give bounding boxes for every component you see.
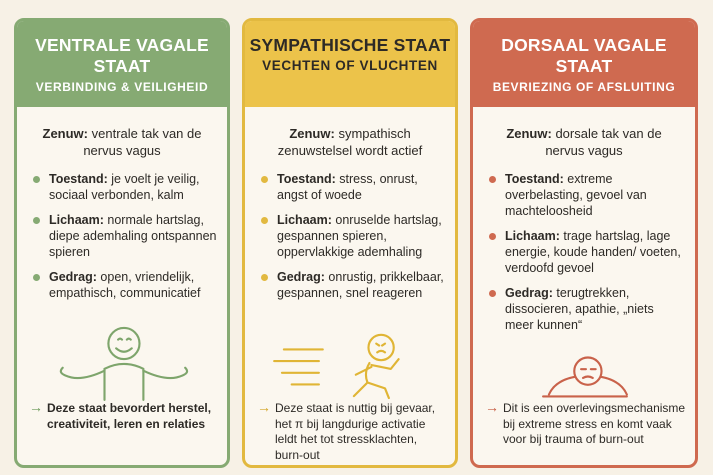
item-label: Lichaam:	[505, 229, 560, 243]
title-line-2: STAAT	[93, 56, 151, 76]
item-text: open, vriendelijk, empathisch, communicatief	[49, 270, 201, 300]
item-label: Lichaam:	[277, 213, 332, 227]
running-figure-icon	[245, 329, 455, 401]
bullet-icon	[489, 290, 496, 297]
list-item	[31, 269, 217, 301]
nerve-text	[473, 125, 695, 159]
item-label: Gedrag:	[505, 286, 553, 300]
list-item	[487, 171, 685, 219]
bullet-icon	[33, 176, 40, 183]
nerve-text	[17, 125, 227, 159]
title-line-1: VENTRALE VAGALE	[35, 35, 209, 55]
column-ventral	[14, 18, 230, 468]
column-subtitle: BEVRIEZING OF AFSLUITING	[492, 80, 676, 94]
column-header	[473, 21, 695, 107]
item-text: onrustig, prikkelbaar, gespannen, snel reageren	[277, 270, 444, 300]
footer-text: Deze staat is nuttig bij gevaar, het π bij langdurige activatie leldt het tot stressklachten, burn-out	[275, 401, 436, 462]
nerve-value: sympathisch zenuwstelsel wordt actief	[277, 126, 423, 158]
column-subtitle: VECHTEN OF VLUCHTEN	[262, 58, 438, 73]
footer-note	[29, 401, 219, 432]
footer-text: Deze staat bevordert herstel, creativiteit, leren en relaties	[47, 401, 212, 431]
nerve-label: Zenuw:	[289, 126, 335, 141]
nerve-value: dorsale tak van de nervus vagus	[545, 126, 662, 158]
title-line-1: SYMPATHISCHE STAAT	[249, 35, 451, 55]
item-label: Toestand:	[49, 172, 108, 186]
nerve-text	[245, 125, 455, 159]
state-list	[245, 171, 455, 301]
footer-note	[485, 401, 687, 448]
item-text: extreme overbelasting, gevoel van machteloosheid	[505, 172, 647, 218]
column-header	[245, 21, 455, 107]
column-title	[17, 35, 227, 77]
title-line-1: DORSAAL VAGALE STAAT	[501, 35, 667, 76]
bullet-icon	[33, 217, 40, 224]
arrow-right-icon: →	[29, 399, 43, 415]
bullet-icon	[261, 176, 268, 183]
item-label: Gedrag:	[277, 270, 325, 284]
bullet-icon	[489, 176, 496, 183]
list-item	[259, 269, 445, 301]
list-item	[259, 212, 445, 260]
column-sympathetic	[242, 18, 458, 468]
bullet-icon	[489, 233, 496, 240]
nerve-value: ventrale tak van de nervus vagus	[83, 126, 202, 158]
state-list	[17, 171, 227, 301]
nerve-label: Zenuw:	[42, 126, 88, 141]
arrow-right-icon: →	[257, 399, 271, 415]
column-subtitle: VERBINDING & VEILIGHEID	[35, 80, 209, 94]
item-label: Toestand:	[505, 172, 564, 186]
list-item	[259, 171, 445, 203]
item-label: Gedrag:	[49, 270, 97, 284]
list-item	[487, 285, 685, 333]
footer-note	[257, 401, 447, 463]
footer-text: Dit is een overlevingsmechanisme bij extreme stress en komt vaak voor bij trauma of burn-out	[503, 401, 686, 446]
item-text: onruselde hartslag, gespannen spieren, oppervlakkige ademhaling	[277, 213, 442, 259]
arrow-right-icon: →	[485, 399, 499, 415]
item-text: normale hartslag, diepe ademhaling ontspannen spieren	[49, 213, 217, 259]
column-header	[17, 21, 227, 107]
state-list	[473, 171, 695, 333]
list-item	[31, 171, 217, 203]
column-dorsal	[470, 18, 698, 468]
item-label: Toestand:	[277, 172, 336, 186]
smiling-figure-icon	[17, 321, 227, 401]
item-text: terugtrekken, dissocieren, apathie, „niets meer kunnen“	[505, 286, 654, 332]
item-text: je voelt je veilig, sociaal verbonden, kalm	[49, 172, 200, 202]
nerve-label: Zenuw:	[506, 126, 552, 141]
column-title	[473, 35, 695, 77]
bullet-icon	[33, 274, 40, 281]
item-label: Lichaam:	[49, 213, 104, 227]
column-title	[245, 35, 455, 56]
item-text: trage hartslag, lage energie, koude handen/ voeten, verdoofd gevoel	[505, 229, 681, 275]
bullet-icon	[261, 217, 268, 224]
slumped-figure-icon	[473, 349, 695, 403]
bullet-icon	[261, 274, 268, 281]
list-item	[31, 212, 217, 260]
list-item	[487, 228, 685, 276]
item-text: stress, onrust, angst of woede	[277, 172, 418, 202]
